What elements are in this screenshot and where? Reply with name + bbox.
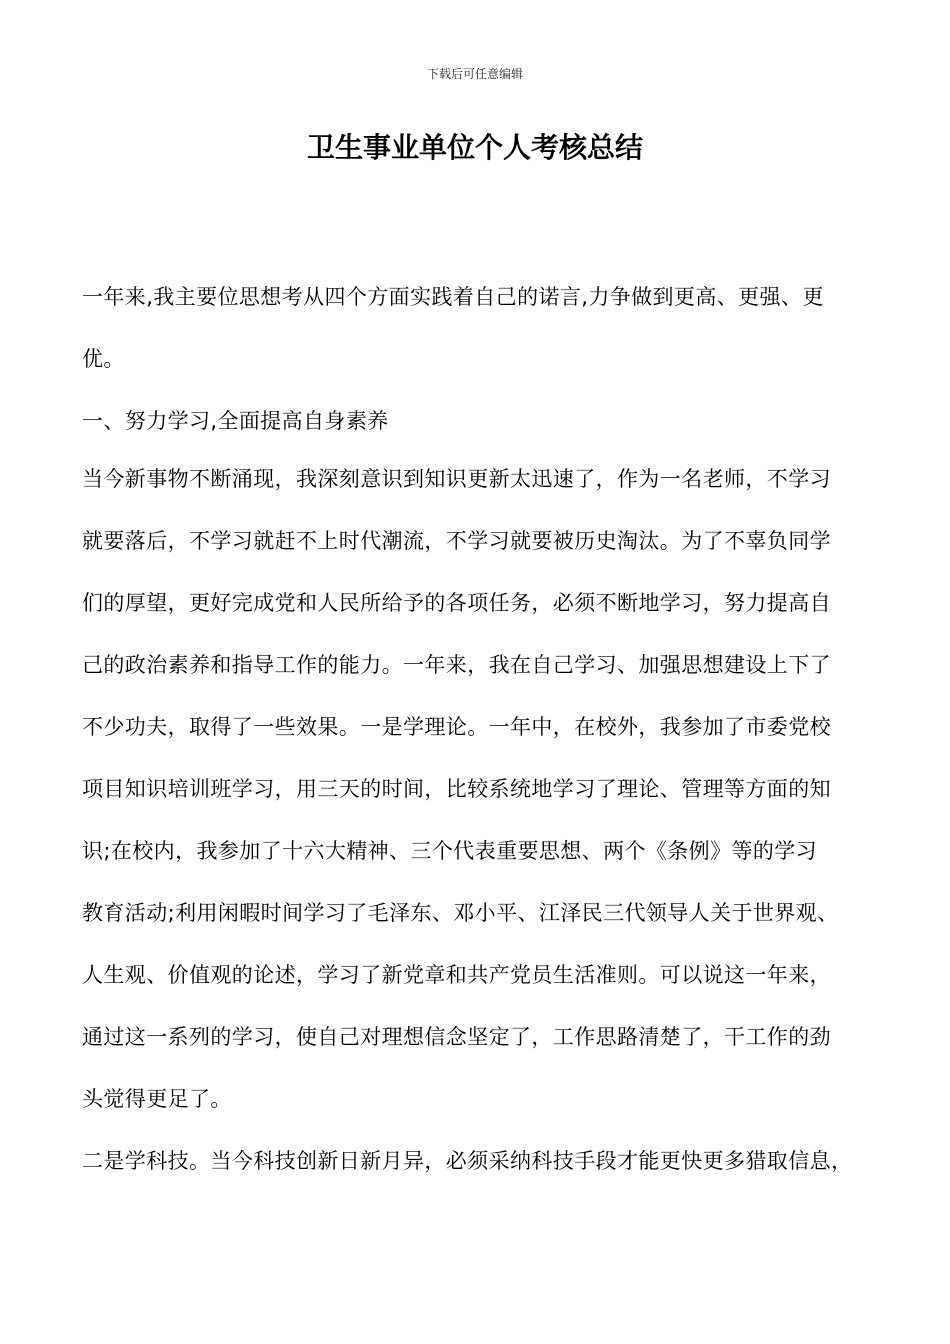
body-line: 二是学科技。当今科技创新日新月异，必须采纳科技手段才能更快更多猎取信息， xyxy=(82,1149,853,1173)
document-title: 卫生事业单位个人考核总结 xyxy=(306,131,643,164)
body-line: 己的政治素养和指导工作的能力。一年来，我在自己学习、加强思想建设上下了 xyxy=(82,653,831,677)
body-line: 不少功夫，取得了一些效果。一是学理论。一年中，在校外，我参加了市委党校 xyxy=(82,715,831,739)
section-heading: 一、努力学习,全面提高自身素养 xyxy=(82,409,389,433)
body-line: 头觉得更足了。 xyxy=(82,1087,232,1111)
body-line: 人生观、价值观的论述，学习了新党章和共产党员生活准则。可以说这一年来， xyxy=(82,963,831,987)
body-line: 通过这一系列的学习，使自己对理想信念坚定了，工作思路清楚了，干工作的劲 xyxy=(82,1025,831,1049)
body-line: 识;在校内，我参加了十六大精神、三个代表重要思想、两个《条例》等的学习 xyxy=(82,839,818,863)
body-line: 项目知识培训班学习，用三天的时间，比较系统地学习了理论、管理等方面的知 xyxy=(82,777,831,801)
body-line: 优。 xyxy=(82,347,125,371)
header-note: 下载后可任意编辑 xyxy=(426,67,523,81)
document-body xyxy=(82,266,882,1192)
body-line: 当今新事物不断涌现，我深刻意识到知识更新太迅速了，作为一名老师，不学习 xyxy=(82,467,831,491)
body-line: 教育活动;利用闲暇时间学习了毛泽东、邓小平、江泽民三代领导人关于世界观、 xyxy=(82,901,839,925)
body-line: 就要落后，不学习就赶不上时代潮流，不学习就要被历史淘汰。为了不辜负同学 xyxy=(82,529,831,553)
body-line: 们的厚望，更好完成党和人民所给予的各项任务，必须不断地学习，努力提高自 xyxy=(82,591,831,615)
body-line: 一年来,我主要位思想考从四个方面实践着自己的诺言,力争做到更高、更强、更 xyxy=(82,285,824,309)
